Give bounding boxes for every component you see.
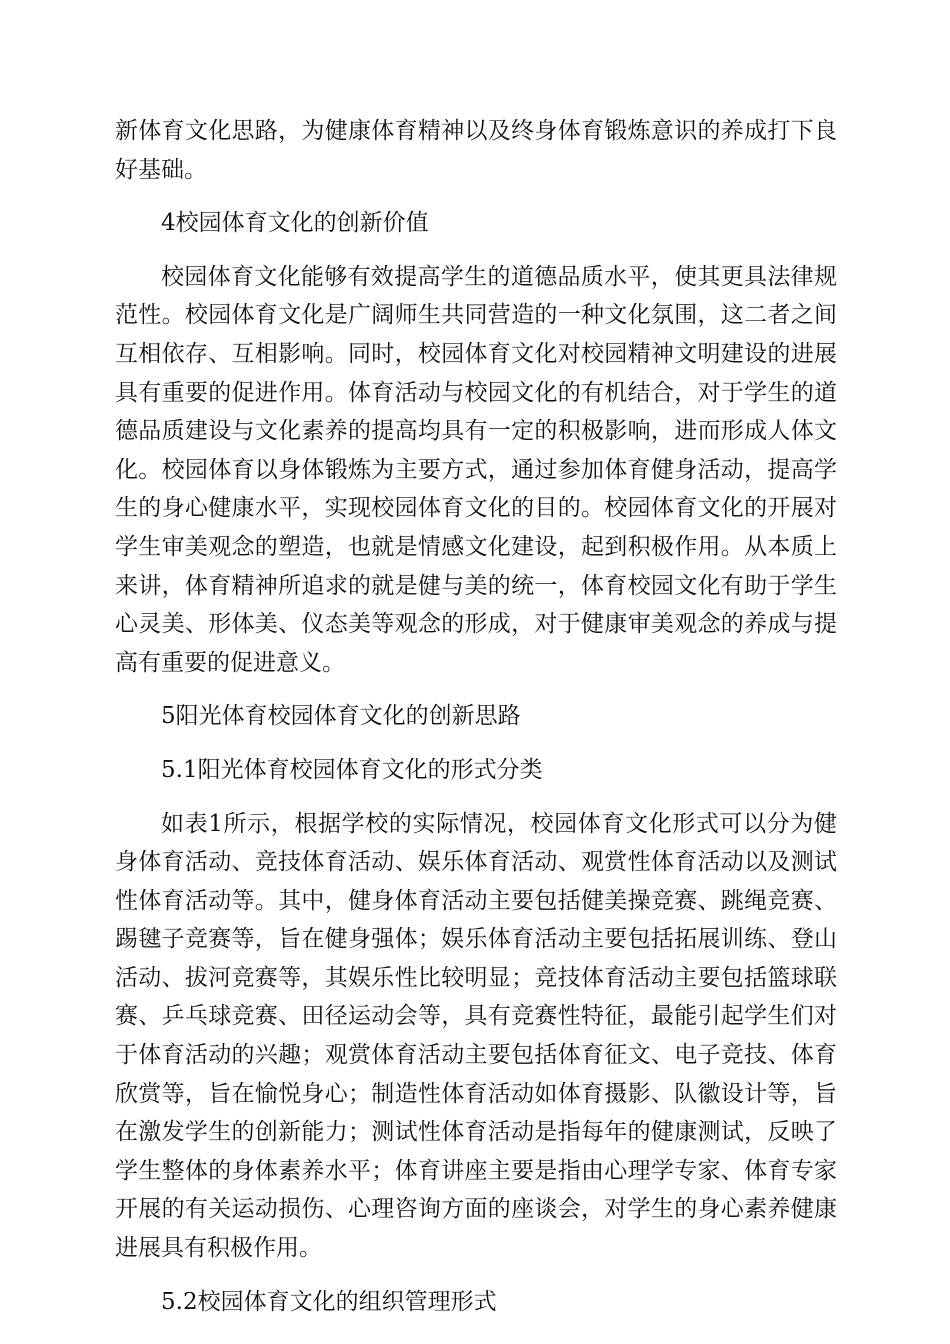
subsection-heading-5-1: 5.1阳光体育校园体育文化的形式分类: [161, 756, 543, 783]
section-heading-5: 5阳光体育校园体育文化的创新思路: [161, 703, 521, 730]
section-heading-4: 4校园体育文化的创新价值: [161, 210, 429, 237]
subsection-heading-5-2: 5.2校园体育文化的组织管理形式: [161, 1288, 497, 1315]
paragraph-form-classification: 如表1所示，根据学校的实际情况，校园体育文化形式可以分为健身体育活动、竞技体育活动、娱乐体育活动、观赏性体育活动以及测试性体育活动等。其中，健身体育活动主要包括健美操竞赛、跳绳竞赛、踢毽子竞赛等，旨在健身强体；娱乐体育活动主要包括拓展训练、登山活动、拔河竞赛等，其娱乐性比较明显；竞技体育活动主要包括篮球联赛、乒乓球竞赛、田径运动会等，具有竞赛性特征，最能引起学生们对于体育活动的兴趣；观赏体育活动主要包括体育征文、电子竞技、体育欣赏等，旨在愉悦身心；制造性体育活动如体育摄影、队徽设计等，旨在激发学生的创新能力；测试性体育活动是指每年的健康测试，反映了学生整体的身体素养水平；体育讲座主要是指由心理学专家、体育专家开展的有关运动损伤、心理咨询方面的座谈会，对学生的身心素养健康进展具有积极作用。: [115, 810, 837, 1262]
document-page: [115, 112, 837, 1321]
paragraph-continued: 新体育文化思路，为健康体育精神以及终身体育锻炼意识的养成打下良好基础。: [115, 118, 837, 183]
paragraph-innovation-value: 校园体育文化能够有效提高学生的道德品质水平，使其更具法律规范性。校园体育文化是广阔师生共同营造的一种文化氛围，这二者之间互相依存、互相影响。同时，校园体育文化对校园精神文明建设的进展具有重要的促进作用。体育活动与校园文化的有机结合，对于学生的道德品质建设与文化素养的提高均具有一定的积极影响，进而形成人体文化。校园体育以身体锻炼为主要方式，通过参加体育健身活动，提高学生的身心健康水平，实现校园体育文化的目的。校园体育文化的开展对学生审美观念的塑造，也就是情感文化建设，起到积极作用。从本质上来讲，体育精神所追求的就是健与美的统一，体育校园文化有助于学生心灵美、形体美、仪态美等观念的形成，对于健康审美观念的养成与提高有重要的促进意义。: [115, 263, 837, 676]
